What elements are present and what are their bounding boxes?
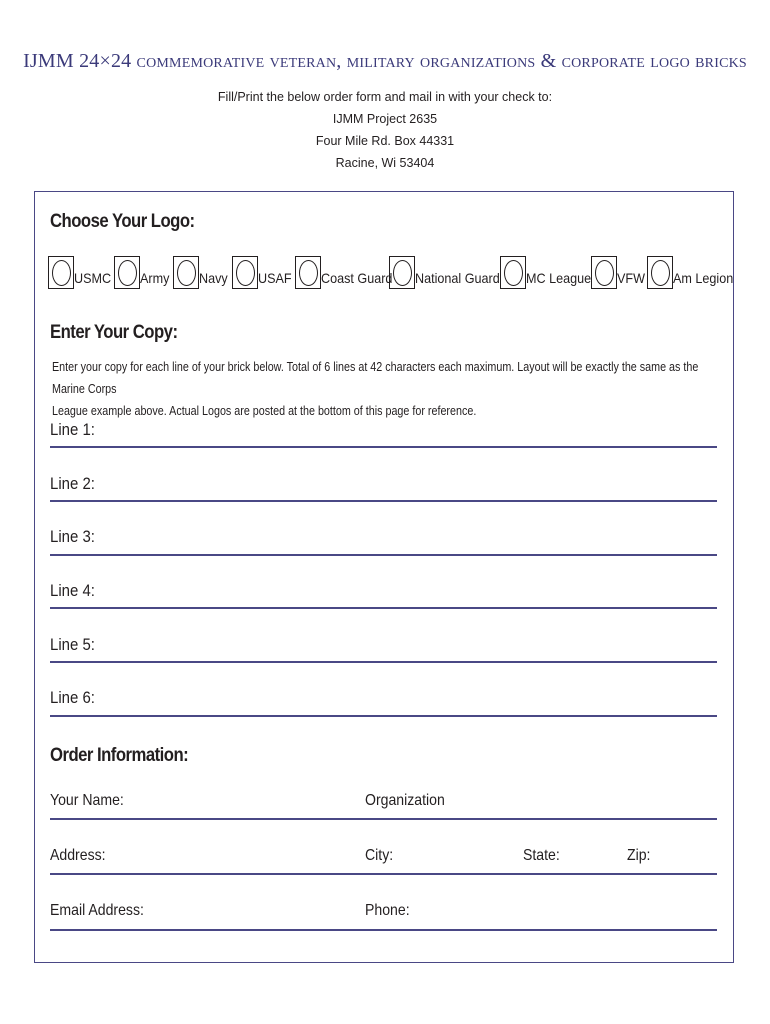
line-3-label: Line 3:	[50, 527, 95, 546]
line-5-label: Line 5:	[50, 635, 95, 654]
line-5-field[interactable]	[50, 661, 717, 663]
address-line-3: Racine, Wi 53404	[335, 156, 435, 170]
name-organization-field[interactable]	[50, 818, 717, 820]
enter-copy-heading: Enter Your Copy:	[50, 322, 178, 343]
instructions-text: Fill/Print the below order form and mail in with your check to:	[217, 90, 553, 104]
logo-option-label: National Guard	[415, 270, 500, 286]
logo-option-label: Am Legion	[673, 270, 734, 286]
radio-button[interactable]	[299, 260, 318, 286]
copy-instructions	[52, 356, 731, 422]
mailing-instructions	[0, 86, 770, 174]
line-4-field[interactable]	[50, 607, 717, 609]
line-2-label: Line 2:	[50, 474, 95, 493]
line-1-label: Line 1:	[50, 420, 95, 439]
your-name-label: Your Name:	[50, 792, 124, 809]
address-line-1: IJMM Project 2635	[332, 112, 438, 126]
radio-button[interactable]	[118, 260, 137, 286]
phone-label: Phone:	[365, 902, 410, 919]
logo-option-label: Army	[140, 270, 170, 286]
radio-button[interactable]	[393, 260, 412, 286]
zip-label: Zip:	[627, 847, 651, 864]
line-2-field[interactable]	[50, 500, 717, 502]
state-label: State:	[523, 847, 560, 864]
address-label: Address:	[50, 847, 106, 864]
city-label: City:	[365, 847, 394, 864]
radio-button[interactable]	[595, 260, 614, 286]
logo-option-usmc[interactable]	[52, 260, 115, 286]
logo-option-label: Navy	[199, 270, 228, 286]
organization-label: Organization	[365, 792, 445, 809]
choose-logo-heading: Choose Your Logo:	[50, 211, 195, 232]
logo-option-am-legion[interactable]	[651, 260, 740, 286]
logo-option-label: Coast Guard	[321, 270, 393, 286]
logo-options	[52, 260, 742, 300]
radio-button[interactable]	[177, 260, 196, 286]
line-3-field[interactable]	[50, 554, 717, 556]
line-4-label: Line 4:	[50, 581, 95, 600]
logo-option-label: VFW	[617, 270, 645, 286]
radio-button[interactable]	[504, 260, 523, 286]
logo-option-label: MC League	[526, 270, 592, 286]
line-6-field[interactable]	[50, 715, 717, 717]
address-line-2: Four Mile Rd. Box 44331	[315, 134, 455, 148]
copy-instructions-line-2: League example above. Actual Logos are posted at the bottom of this page for reference.	[52, 404, 477, 418]
logo-option-army[interactable]	[118, 260, 173, 286]
email-label: Email Address:	[50, 902, 144, 919]
line-1-field[interactable]	[50, 446, 717, 448]
order-info-heading: Order Information:	[50, 745, 189, 766]
radio-button[interactable]	[52, 260, 71, 286]
radio-button[interactable]	[651, 260, 670, 286]
address-field[interactable]	[50, 873, 717, 875]
logo-option-usaf[interactable]	[236, 260, 295, 286]
logo-option-label: USAF	[258, 270, 292, 286]
radio-button[interactable]	[236, 260, 255, 286]
logo-option-national-guard[interactable]	[393, 260, 509, 286]
email-phone-field[interactable]	[50, 929, 717, 931]
page-title: IJMM 24×24 commemorative veteran, military organizations & corporate logo bricks	[23, 50, 747, 72]
logo-option-navy[interactable]	[177, 260, 231, 286]
logo-option-label: USMC	[74, 270, 112, 286]
logo-option-mc-league[interactable]	[504, 260, 598, 286]
logo-option-vfw[interactable]	[595, 260, 648, 286]
logo-option-coast-guard[interactable]	[299, 260, 400, 286]
copy-instructions-line-1: Enter your copy for each line of your brick below. Total of 6 lines at 42 characters each maximum. Layout will be exactly the same as the Marine Corps	[52, 360, 699, 396]
line-6-label: Line 6:	[50, 688, 95, 707]
